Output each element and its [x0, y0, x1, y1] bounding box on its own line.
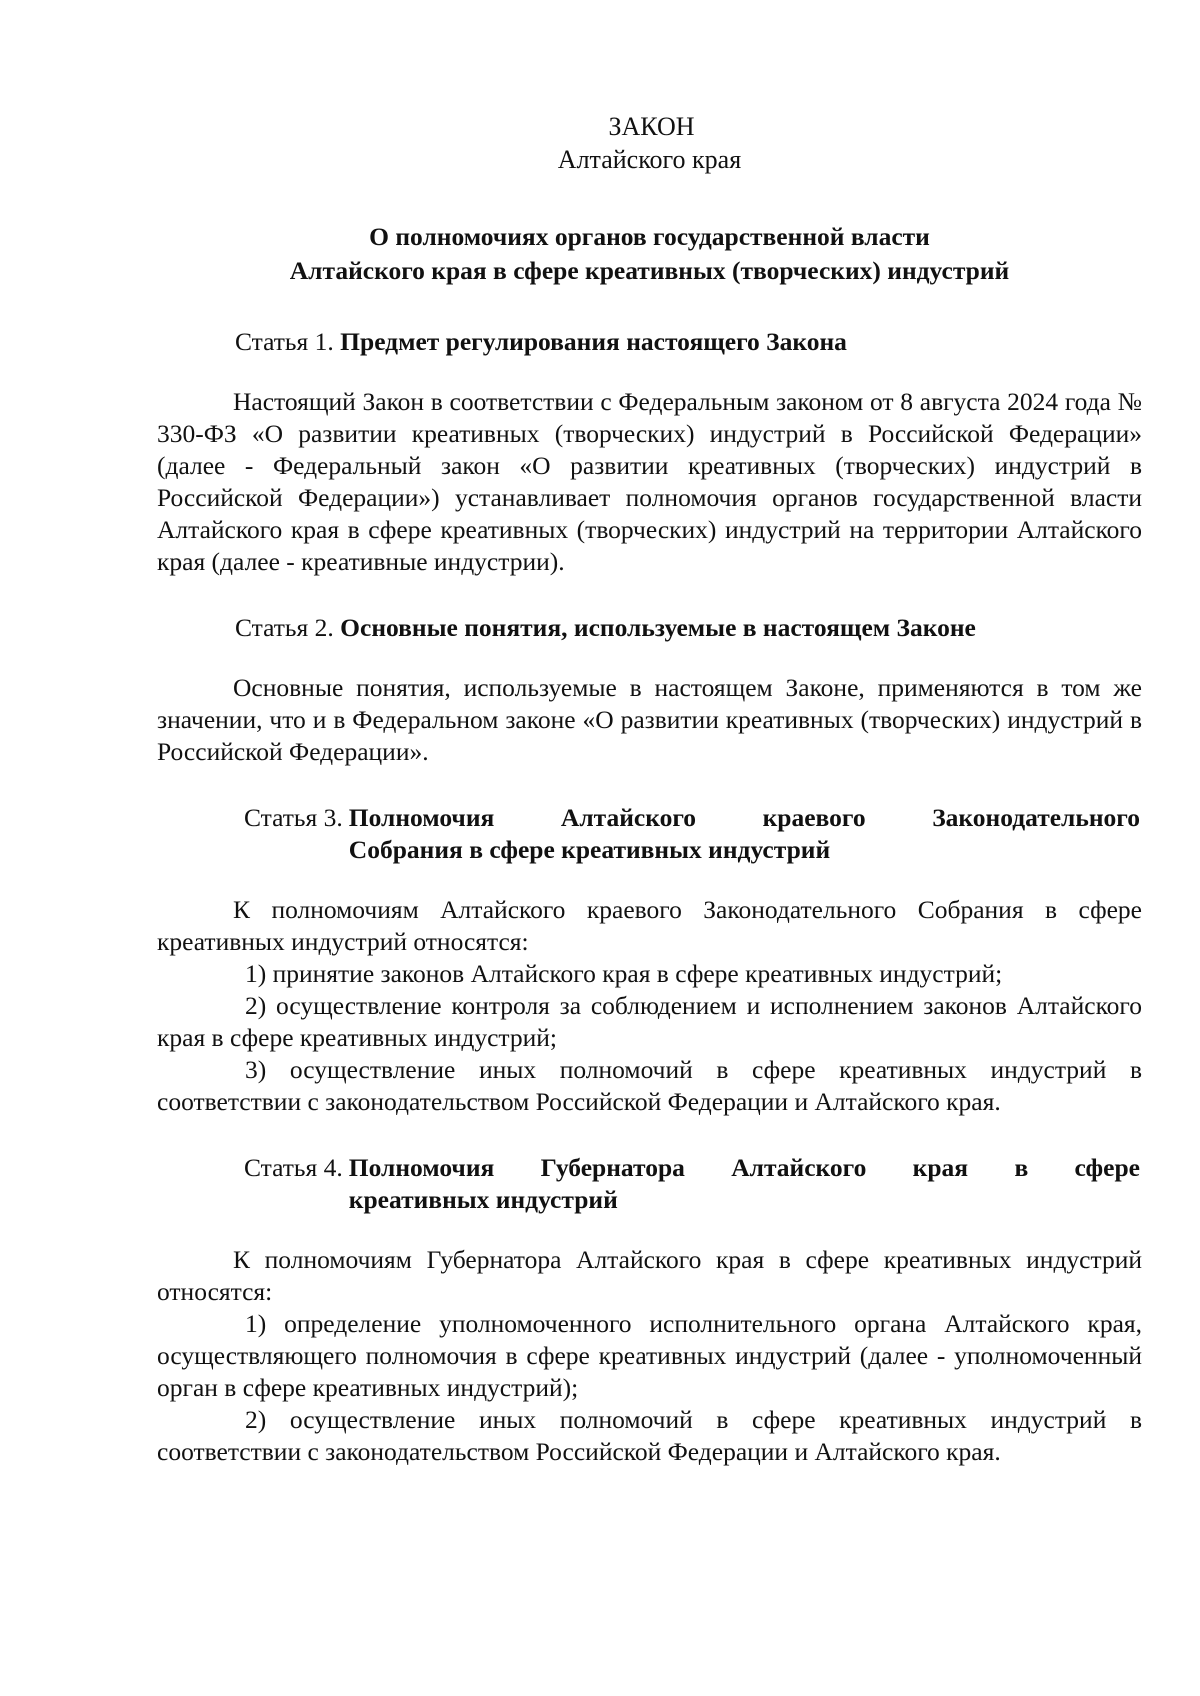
article-3-item-3: 3) осуществление иных полномочий в сфере креативных индустрий в соответствии с законодательством Российской Федерации и Алтайского края.	[157, 1055, 1142, 1116]
article-1-heading	[157, 326, 1142, 358]
document-title-line-2: Алтайского края в сфере креативных (творческих) индустрий	[289, 256, 1010, 285]
article-3-item-2: 2) осуществление контроля за соблюдением и исполнением законов Алтайского края в сфере креативных индустрий;	[157, 991, 1142, 1052]
article-4	[157, 1152, 1142, 1468]
article-number: Статья 3.	[244, 803, 343, 832]
article-number: Статья 2.	[235, 613, 334, 642]
article-4-item-2: 2) осуществление иных полномочий в сфере креативных индустрий в соответствии с законодательством Российской Федерации и Алтайского края.	[157, 1405, 1142, 1466]
article-3	[157, 802, 1142, 1118]
article-2-paragraph: Основные понятия, используемые в настоящем Законе, применяются в том же значении, что и в Федеральном законе «О развитии креативных (творческих) индустрий в Российской Федерации».	[157, 673, 1142, 766]
article-4-item-1: 1) определение уполномоченного исполнительного органа Алтайского края, осуществляющего полномочия в сфере креативных индустрий (далее - уполномоченный орган в сфере креативных индустрий);	[157, 1309, 1142, 1402]
document-title	[157, 220, 1142, 288]
article-4-heading	[157, 1152, 1142, 1216]
article-title-line-1: Полномочия Губернатора Алтайского края в сфере	[348, 1153, 1140, 1182]
article-number: Статья 4.	[244, 1153, 343, 1182]
article-title-line-1: Полномочия Алтайского краевого Законодательного	[348, 803, 1140, 832]
article-1	[157, 326, 1142, 578]
document-region: Алтайского края	[557, 145, 742, 174]
article-4-intro: К полномочиям Губернатора Алтайского края в сфере креативных индустрий относятся:	[157, 1245, 1142, 1306]
article-title	[349, 1152, 1142, 1216]
article-1-paragraph: Настоящий Закон в соответствии с Федеральным законом от 8 августа 2024 года № 330-ФЗ «О развитии креативных (творческих) индустрий в Российской Федерации» (далее - Федеральный закон «О развитии креативных (творческих) индустрий в Российской Федерации») устанавливает полномочия органов государственной власти Алтайского края в сфере креативных (творческих) индустрий на территории Алтайского края (далее - креативные индустрии).	[157, 387, 1142, 576]
article-2	[157, 612, 1142, 768]
article-title: Предмет регулирования настоящего Закона	[340, 327, 847, 356]
article-2-heading	[157, 612, 1142, 644]
article-number: Статья 1.	[235, 327, 334, 356]
article-title-line-2: Собрания в сфере креативных индустрий	[348, 835, 831, 864]
article-3-intro: К полномочиям Алтайского краевого Законодательного Собрания в сфере креативных индустрий относятся:	[157, 895, 1142, 956]
document-title-line-1: О полномочиях органов государственной власти	[369, 222, 930, 251]
document-type: ЗАКОН	[608, 112, 695, 141]
article-title	[349, 802, 1142, 866]
article-title: Основные понятия, используемые в настоящем Законе	[340, 613, 976, 642]
article-3-heading	[157, 802, 1142, 866]
law-document	[157, 110, 1142, 1468]
article-title-line-2: креативных индустрий	[348, 1185, 618, 1214]
article-3-item-1: 1) принятие законов Алтайского края в сфере креативных индустрий;	[245, 959, 1003, 988]
